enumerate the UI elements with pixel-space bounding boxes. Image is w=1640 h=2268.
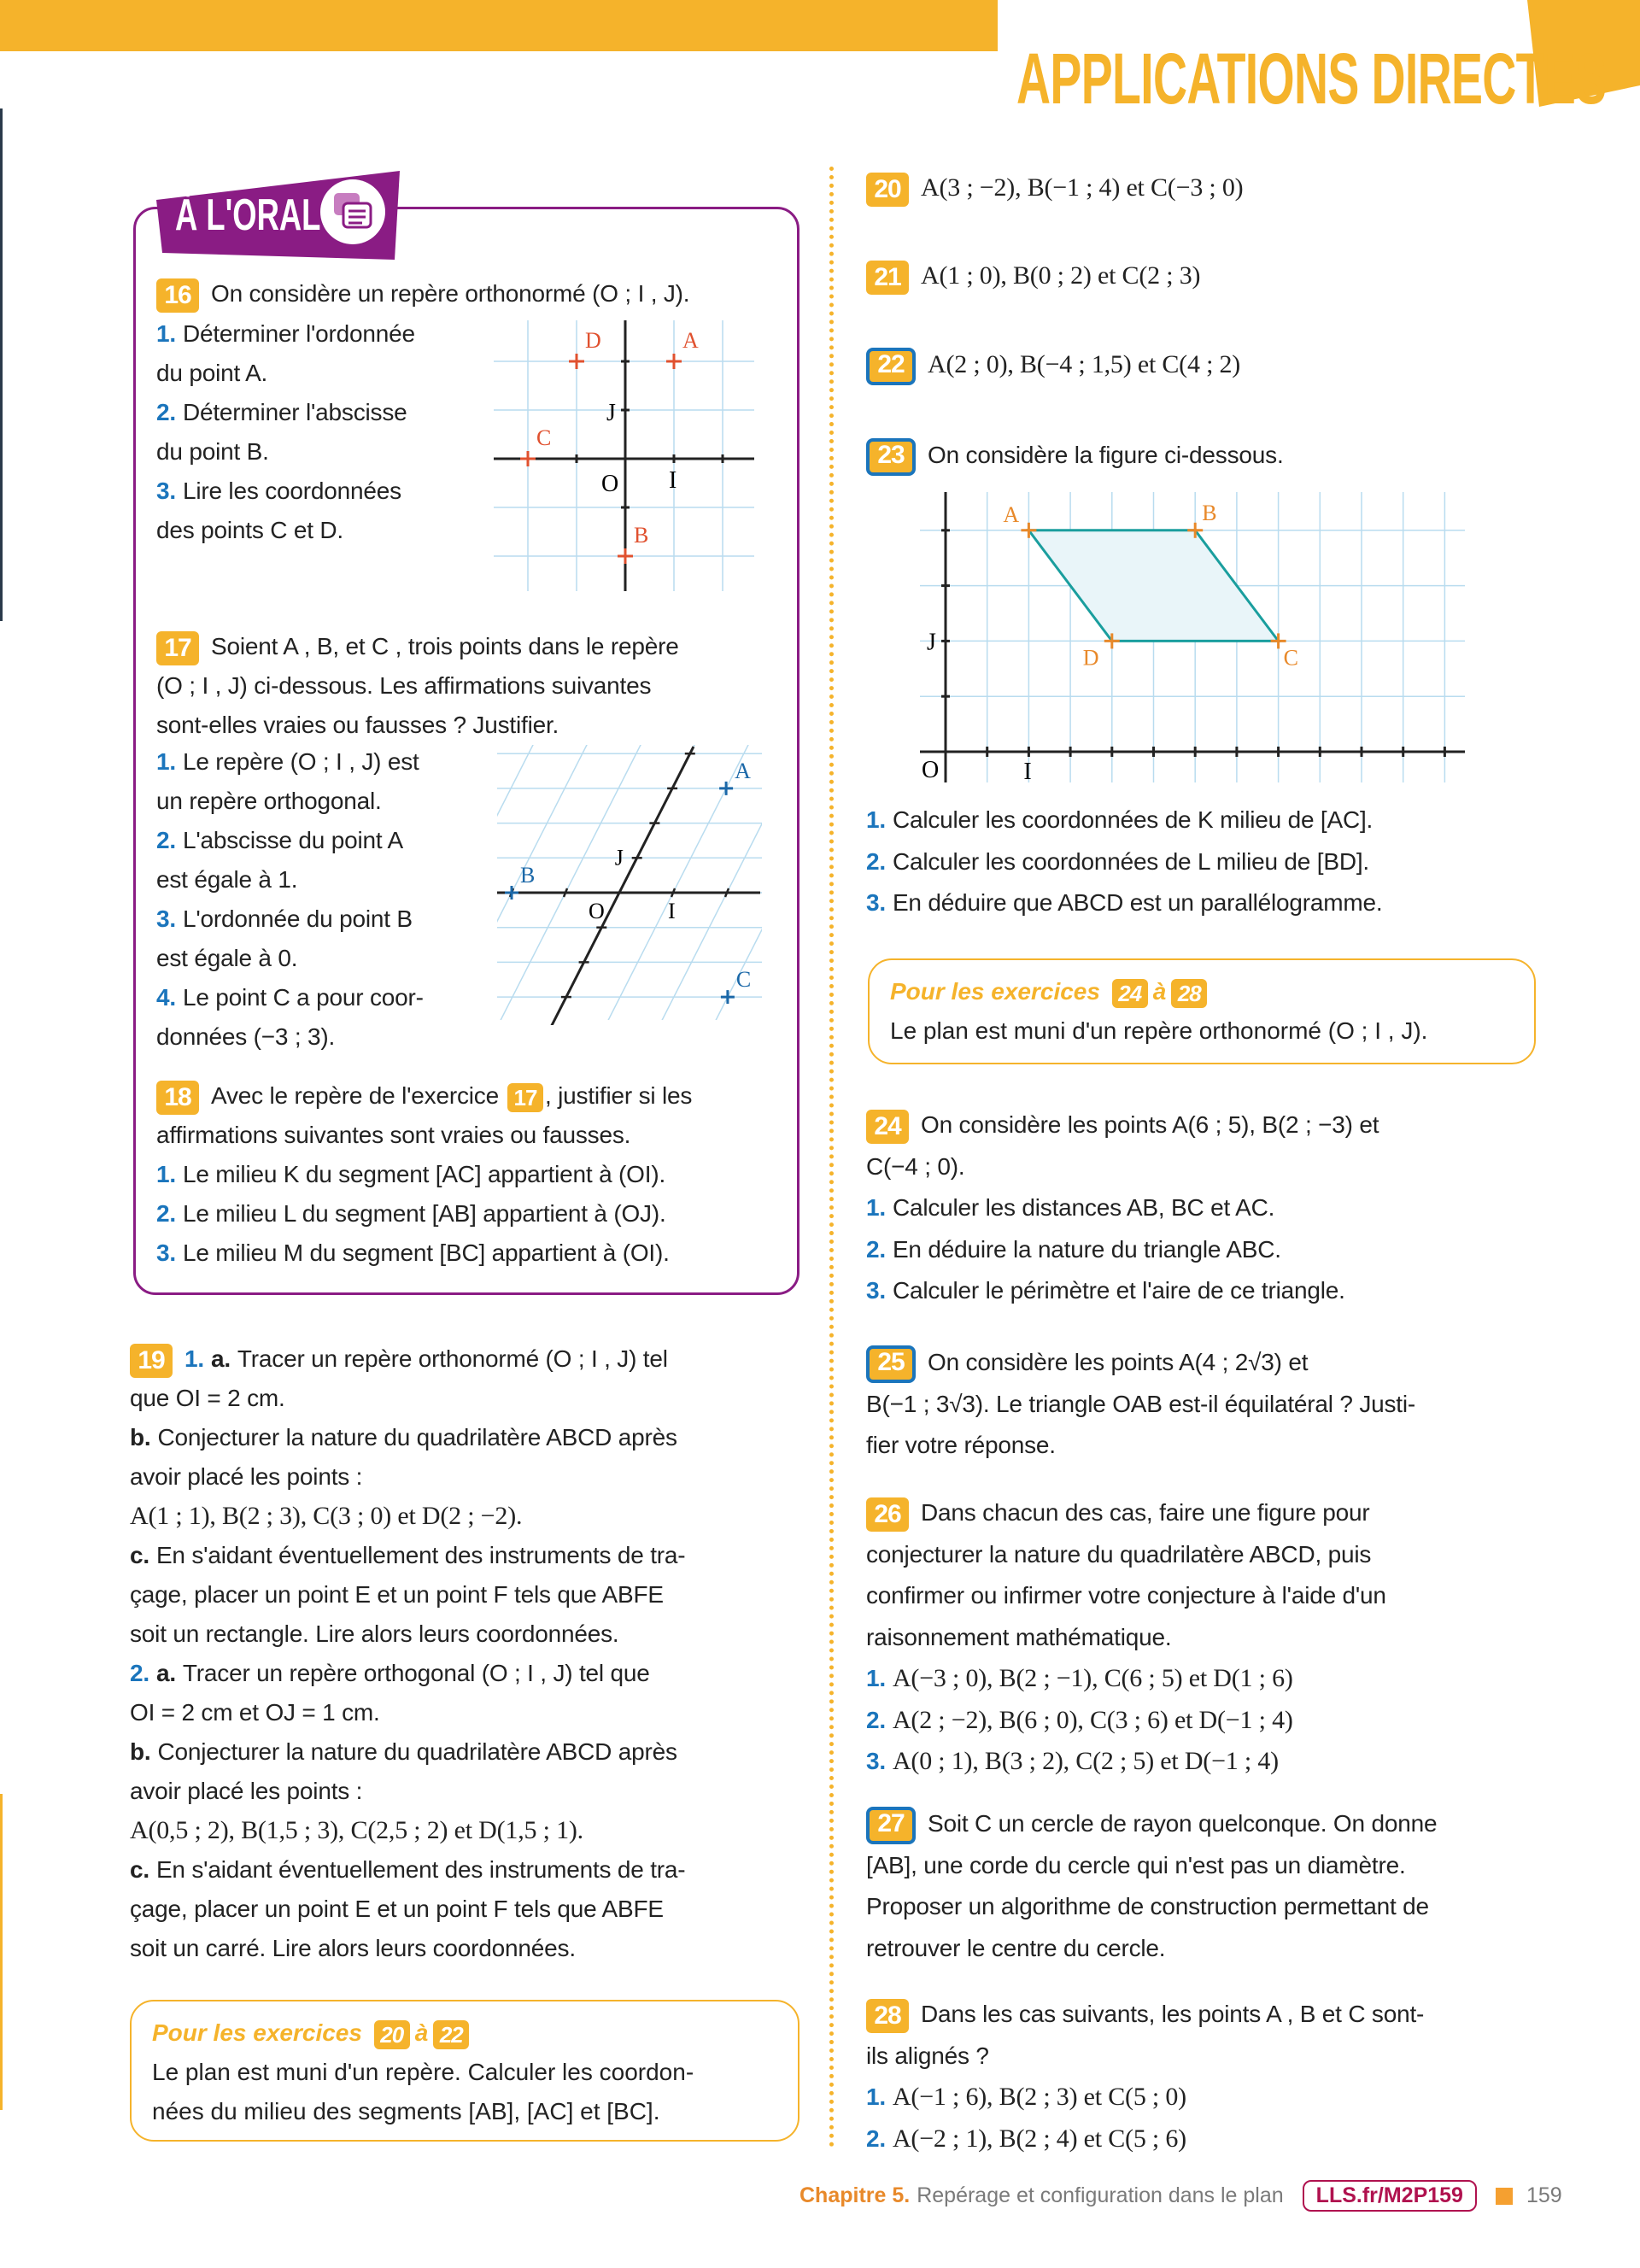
- grid-line: [487, 735, 600, 1025]
- line-text: Dans les cas suivants, les points A , B et C sont-: [921, 2001, 1425, 2027]
- text-line: [130, 1929, 685, 1968]
- line-text: du point B.: [156, 438, 269, 465]
- exercise-ref-badge[interactable]: 17: [507, 1083, 543, 1112]
- point-label: C: [1283, 645, 1298, 671]
- figure-16-orthonormal-grid: [478, 308, 769, 598]
- line-text: On considère un repère orthonormé (O ; I , J).: [211, 280, 690, 307]
- line-text: Le milieu L du segment [AB] appartient à (OJ).: [182, 1200, 666, 1227]
- note-heading: Pour les exercices: [890, 978, 1100, 1005]
- text-line: [156, 860, 424, 900]
- line-text: raisonnement mathématique.: [866, 1623, 1172, 1650]
- text-line: [130, 1693, 685, 1732]
- chapter-label: Chapitre 5.: [800, 2183, 911, 2207]
- line-text: Déterminer l'ordonnée: [182, 320, 415, 347]
- text-line: [866, 344, 1240, 386]
- item-number: 3.: [156, 1239, 176, 1266]
- text-line: [156, 666, 679, 706]
- text-line: [866, 841, 1382, 883]
- item-number: 2.: [130, 1660, 149, 1686]
- item-number: 3.: [156, 905, 176, 932]
- exercise-number-badge: 22: [866, 348, 916, 385]
- line-text: En s'aidant éventuellement des instruments de tra-: [155, 1542, 686, 1568]
- line-text: ils alignés ?: [866, 2042, 989, 2069]
- text-line: [866, 255, 1200, 297]
- line-text: En déduire la nature du triangle ABC.: [892, 1235, 1281, 1263]
- line-text: En déduire que ABCD est un parallélogramme.: [892, 889, 1383, 916]
- line-text: , justifier si les: [544, 1082, 693, 1109]
- line-text: est égale à 1.: [156, 866, 298, 893]
- note-text: nées du milieu des segments [AB], [AC] et [BC].: [152, 2098, 660, 2124]
- text-line: [156, 1017, 424, 1057]
- item-number: 1.: [866, 806, 886, 833]
- text-line: [130, 1890, 685, 1929]
- text-line: [156, 742, 424, 782]
- line-text: conjecturer la nature du quadrilatère ABCD, puis: [866, 1540, 1372, 1568]
- line-text: (O ; I , J) ci-dessous. Les affirmations suivantes: [156, 672, 652, 699]
- line-text: données (−3 ; 3).: [156, 1023, 336, 1050]
- text-line: [866, 1342, 1415, 1384]
- line-text: Soit C un cercle de rayon quelconque. On donne: [928, 1810, 1438, 1837]
- text-line: [866, 1384, 1415, 1426]
- text-line: [866, 1187, 1379, 1229]
- line-text: des points C et D.: [156, 517, 343, 543]
- exercise-ref-badge[interactable]: 22: [433, 2020, 469, 2049]
- page-number: 159: [1526, 2183, 1562, 2207]
- exercise-26: [866, 1492, 1386, 1783]
- line-text: un repère orthogonal.: [156, 788, 382, 814]
- line-text: A(1 ; 1), B(2 ; 3), C(3 ; 0) et D(2 ; −2).: [130, 1502, 523, 1530]
- line-text: [AB], une corde du cercle qui n'est pas un diamètre.: [866, 1851, 1406, 1878]
- text-line: [130, 1615, 685, 1654]
- note-heading-to: à: [414, 2019, 429, 2046]
- exercise-21: [866, 255, 1200, 297]
- line-text: Proposer un algorithme de construction permettant de: [866, 1893, 1429, 1919]
- exercise-number-badge: 16: [156, 278, 199, 313]
- line-text: Calculer les coordonnées de L milieu de [BD].: [892, 847, 1369, 875]
- point-label: B: [634, 523, 649, 548]
- oral-label: À L'ORAL: [175, 190, 321, 240]
- line-text: Le milieu M du segment [BC] appartient à (OI).: [182, 1239, 670, 1266]
- line-text: A(0,5 ; 2), B(1,5 ; 3), C(2,5 ; 2) et D(1,5 ; 1).: [130, 1816, 583, 1844]
- sub-item-letter: b.: [130, 1424, 151, 1450]
- item-number: 1.: [156, 748, 176, 775]
- line-text: Tracer un repère orthonormé (O ; I , J) tel: [237, 1345, 668, 1372]
- sub-item-letter: a.: [210, 1345, 231, 1372]
- item-number: 2.: [156, 1200, 176, 1227]
- line-text: L'abscisse du point A: [182, 827, 403, 853]
- unit-i-label: I: [1023, 759, 1032, 782]
- exercise-23: [866, 435, 1284, 477]
- line-text: Le point C a pour coor-: [182, 984, 424, 1011]
- text-line: [866, 1425, 1415, 1467]
- line-text: A(−2 ; 1), B(2 ; 4) et C(5 ; 6): [892, 2124, 1186, 2153]
- text-line: [130, 1497, 685, 1536]
- line-text: Calculer les coordonnées de K milieu de [AC].: [892, 806, 1374, 833]
- text-line: [130, 1536, 685, 1575]
- point-label: D: [585, 328, 601, 353]
- text-line: [156, 432, 415, 472]
- line-text: On considère les points A(6 ; 5), B(2 ; −3) et: [921, 1111, 1379, 1138]
- line-text: soit un rectangle. Lire alors leurs coordonnées.: [130, 1620, 619, 1647]
- unit-i-label: I: [669, 467, 677, 494]
- text-line: [130, 1457, 685, 1497]
- line-text: Déterminer l'abscisse: [182, 399, 407, 425]
- text-line: [866, 882, 1382, 924]
- text-line: [866, 1575, 1386, 1617]
- note-text: Le plan est muni d'un repère orthonormé (O ; I , J).: [890, 1017, 1428, 1044]
- exercise-number-badge: 27: [866, 1807, 916, 1844]
- note-exercises-24-28: [868, 958, 1536, 1064]
- exercise-19: [130, 1339, 685, 1968]
- line-text: fier votre réponse.: [866, 1432, 1056, 1458]
- line-text: Conjecturer la nature du quadrilatère ABCD après: [157, 1738, 677, 1765]
- text-line: [156, 1076, 692, 1116]
- text-line: [866, 1886, 1437, 1928]
- point-label: D: [1082, 645, 1099, 671]
- line-text: çage, placer un point E et un point F tels que ABFE: [130, 1581, 664, 1608]
- exercise-number-badge: 28: [866, 1999, 909, 2033]
- line-text: OI = 2 cm et OJ = 1 cm.: [130, 1699, 380, 1726]
- point-label: B: [520, 863, 536, 888]
- text-line: [156, 314, 415, 354]
- text-line: [156, 472, 415, 511]
- item-number: 3.: [866, 889, 886, 916]
- note-text: Le plan est muni d'un repère. Calculer les coordon-: [152, 2059, 694, 2085]
- point-label: C: [536, 425, 552, 450]
- text-line: [866, 1741, 1386, 1783]
- text-line: [866, 2036, 1424, 2078]
- grid-line: [487, 735, 493, 1025]
- line-text: A(0 ; 1), B(3 ; 2), C(2 ; 5) et D(−1 ; 4): [892, 1747, 1279, 1775]
- text-line: [156, 821, 424, 860]
- text-line: [866, 435, 1284, 477]
- line-text: soit un carré. Lire alors leurs coordonnées.: [130, 1935, 576, 1961]
- grid-line: [487, 735, 547, 1025]
- text-line: [866, 1229, 1379, 1271]
- exercise-ref-badge[interactable]: 24: [1112, 979, 1148, 1008]
- line-text: est égale à 0.: [156, 945, 298, 971]
- text-line: [130, 1732, 685, 1772]
- line-text: Conjecturer la nature du quadrilatère ABCD après: [157, 1424, 677, 1450]
- sub-item-letter: c.: [130, 1542, 149, 1568]
- exercise-20: [866, 167, 1243, 209]
- line-text: A(3 ; −2), B(−1 ; 4) et C(−3 ; 0): [921, 173, 1244, 202]
- text-line: [156, 393, 415, 432]
- origin-label: O: [601, 471, 619, 497]
- text-line: [866, 1700, 1386, 1742]
- line-text: A(−3 ; 0), B(2 ; −1), C(6 ; 5) et D(1 ; 6): [892, 1664, 1293, 1692]
- exercise-27: [866, 1803, 1437, 1969]
- text-line: [866, 1492, 1386, 1534]
- text-line: [156, 1194, 692, 1234]
- item-number: 2.: [866, 1235, 886, 1263]
- exercise-number-badge: 21: [866, 261, 909, 295]
- text-line: [156, 939, 424, 978]
- text-line: [156, 900, 424, 939]
- note-heading: Pour les exercices: [152, 2019, 362, 2046]
- exercise-22: [866, 344, 1240, 386]
- text-line: [156, 782, 424, 821]
- line-text: retrouver le centre du cercle.: [866, 1934, 1166, 1961]
- exercise-number-badge: 23: [866, 438, 916, 476]
- item-number: 1.: [156, 320, 176, 347]
- line-text: On considère la figure ci-dessous.: [928, 442, 1284, 468]
- exercise-17-questions: [156, 742, 424, 1057]
- text-line: [130, 1772, 685, 1811]
- text-line: [866, 1270, 1379, 1312]
- figure-23-parallelogram: [914, 492, 1469, 782]
- text-line: [156, 511, 415, 550]
- exercise-16-questions: [156, 314, 415, 550]
- item-number: 3.: [866, 1277, 886, 1304]
- text-line: [156, 1234, 692, 1273]
- text-line: [866, 2119, 1424, 2160]
- unit-j-label: J: [614, 845, 624, 870]
- line-text: confirmer ou infirmer votre conjecture à l'aide d'un: [866, 1582, 1386, 1609]
- sub-item-letter: c.: [130, 1856, 149, 1883]
- text-line: [866, 1928, 1437, 1970]
- exercise-17: [156, 627, 679, 745]
- text-line: [156, 1116, 692, 1155]
- exercise-number-badge: 18: [156, 1081, 199, 1115]
- note-exercises-20-22: [130, 2000, 800, 2142]
- line-text: Avec le repère de l'exercice: [211, 1082, 499, 1109]
- line-text: En s'aidant éventuellement des instruments de tra-: [155, 1856, 686, 1883]
- sub-item-letter: a.: [155, 1660, 176, 1686]
- text-line: [156, 978, 424, 1017]
- exercise-25: [866, 1342, 1415, 1467]
- text-line: [866, 1617, 1386, 1659]
- exercise-23-questions: [866, 800, 1382, 924]
- text-line: [156, 354, 415, 393]
- text-line: [866, 1534, 1386, 1576]
- point-label: C: [735, 967, 752, 993]
- text-line: [866, 1803, 1437, 1845]
- header-band: [0, 0, 998, 51]
- grid-line: [693, 735, 770, 1025]
- item-number: 3.: [156, 478, 176, 504]
- sub-item-letter: b.: [130, 1738, 151, 1765]
- text-line: [866, 2077, 1424, 2119]
- text-line: [130, 1575, 685, 1615]
- line-text: Calculer le périmètre et l'aire de ce triangle.: [892, 1277, 1345, 1304]
- item-number: 2.: [156, 399, 176, 425]
- exercise-18: [156, 1076, 692, 1273]
- text-line: [130, 1339, 685, 1379]
- text-line: [866, 167, 1243, 209]
- line-text: B(−1 ; 3√3). Le triangle OAB est-il équilatéral ? Justi-: [866, 1390, 1416, 1417]
- item-number: 1.: [866, 2083, 886, 2110]
- line-text: Lire les coordonnées: [182, 478, 401, 504]
- unit-i-label: I: [668, 899, 676, 923]
- text-line: [130, 1418, 685, 1457]
- exercise-number-badge: 17: [156, 631, 199, 665]
- lls-link[interactable]: LLS.fr/M2P159: [1303, 2180, 1477, 2212]
- line-text: avoir placé les points :: [130, 1778, 363, 1804]
- item-number: 1.: [156, 1161, 176, 1187]
- line-text: Dans chacun des cas, faire une figure pour: [921, 1499, 1370, 1526]
- chapter-title: Repérage et configuration dans le plan: [917, 2183, 1284, 2207]
- unit-j-label: J: [606, 400, 616, 426]
- text-line: [156, 1155, 692, 1194]
- text-line: [866, 1994, 1424, 2036]
- text-line: [866, 1146, 1379, 1188]
- item-number: 4.: [156, 984, 176, 1011]
- line-text: Tracer un repère orthogonal (O ; I , J) tel que: [182, 1660, 650, 1686]
- exercise-ref-badge[interactable]: 20: [374, 2020, 410, 2049]
- page-edge-accent: [0, 1794, 3, 2110]
- exercise-number-badge: 19: [130, 1344, 173, 1378]
- exercise-number-badge: 25: [866, 1345, 916, 1383]
- line-text: affirmations suivantes sont vraies ou fausses.: [156, 1122, 631, 1148]
- exercise-number-badge: 24: [866, 1110, 909, 1144]
- unit-j-label: J: [927, 629, 936, 656]
- point-label: A: [682, 328, 699, 353]
- item-number: 2.: [866, 847, 886, 875]
- item-number: 2.: [866, 1706, 886, 1733]
- text-line: [130, 1850, 685, 1890]
- line-text: On considère les points A(4 ; 2√3) et: [928, 1349, 1309, 1375]
- text-line: [130, 1811, 685, 1850]
- line-text: çage, placer un point E et un point F tels que ABFE: [130, 1896, 664, 1922]
- page-title: APPLICATIONS DIRECTES: [1016, 38, 1607, 119]
- item-number: 2.: [156, 827, 176, 853]
- point-label: B: [1202, 500, 1217, 525]
- line-text: C(−4 ; 0).: [866, 1152, 965, 1180]
- origin-label: O: [589, 899, 605, 923]
- item-number: 1.: [866, 1665, 886, 1691]
- exercise-24: [866, 1105, 1379, 1312]
- note-heading-to: à: [1152, 978, 1167, 1005]
- text-line: [156, 627, 679, 666]
- line-text: L'ordonnée du point B: [182, 905, 413, 932]
- exercise-number-badge: 20: [866, 173, 909, 207]
- line-text: sont-elles vraies ou fausses ? Justifier.: [156, 712, 559, 738]
- point-label: A: [735, 758, 751, 783]
- item-number: 1.: [184, 1345, 204, 1372]
- line-text: Soient A , B, et C , trois points dans le repère: [211, 633, 679, 659]
- origin-label: O: [922, 757, 940, 782]
- item-number: 2.: [866, 2124, 886, 2152]
- text-line: [130, 1379, 685, 1418]
- exercise-ref-badge[interactable]: 28: [1171, 979, 1207, 1008]
- figure-17-oblique-grid: [487, 735, 769, 1025]
- line-text: A(2 ; −2), B(6 ; 0), C(3 ; 6) et D(−1 ; 4): [892, 1705, 1293, 1734]
- exercise-number-badge: 26: [866, 1497, 909, 1532]
- text-line: [866, 1658, 1386, 1700]
- page-marker-icon: [1496, 2188, 1513, 2205]
- text-line: [130, 1654, 685, 1693]
- line-text: Le milieu K du segment [AC] appartient à (OI).: [182, 1161, 666, 1187]
- line-text: avoir placé les points :: [130, 1463, 363, 1490]
- line-text: Calculer les distances AB, BC et AC.: [892, 1194, 1275, 1221]
- line-text: Le repère (O ; I , J) est: [182, 748, 419, 775]
- exercise-28: [866, 1994, 1424, 2160]
- item-number: 3.: [866, 1748, 886, 1774]
- line-text: A(2 ; 0), B(−4 ; 1,5) et C(4 ; 2): [928, 350, 1241, 378]
- line-text: A(1 ; 0), B(0 ; 2) et C(2 ; 3): [921, 261, 1201, 290]
- text-line: [866, 1105, 1379, 1146]
- line-text: A(−1 ; 6), B(2 ; 3) et C(5 ; 0): [892, 2083, 1186, 2111]
- page-footer: [800, 2180, 1562, 2212]
- point-label: A: [1003, 501, 1020, 527]
- item-number: 1.: [866, 1194, 886, 1221]
- text-line: [866, 800, 1382, 841]
- text-line: [866, 1845, 1437, 1887]
- line-text: du point A.: [156, 360, 268, 386]
- column-divider: [829, 167, 834, 2148]
- page-edge: [0, 108, 3, 621]
- line-text: que OI = 2 cm.: [130, 1385, 285, 1411]
